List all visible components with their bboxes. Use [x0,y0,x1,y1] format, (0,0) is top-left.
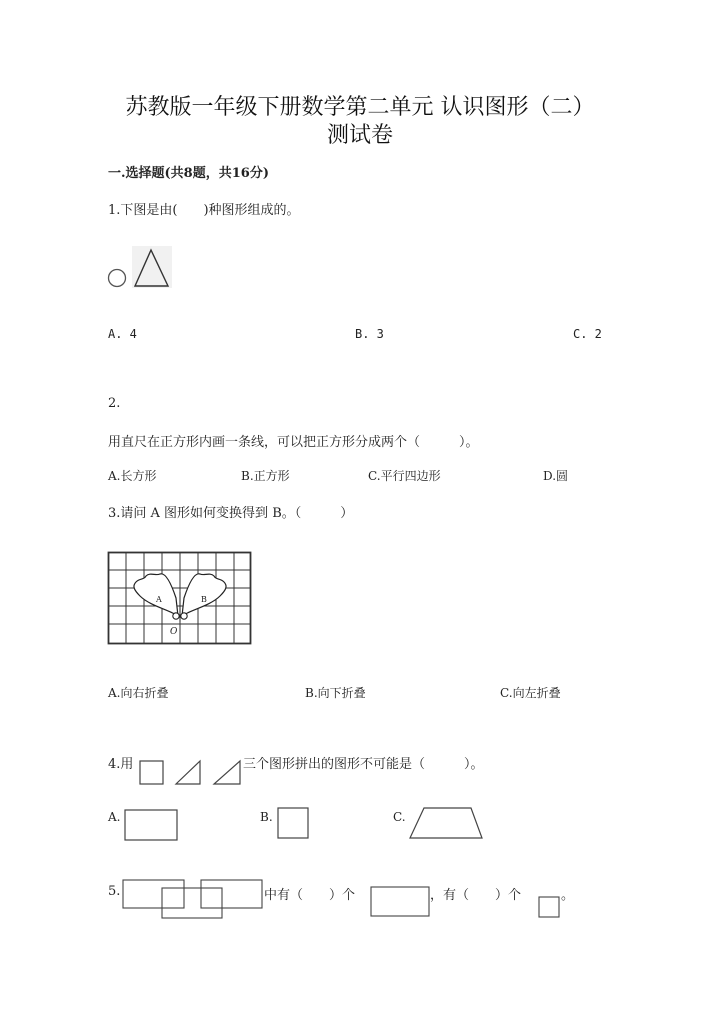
circle-shape [109,270,126,287]
question-4-prefix: 4.用 [108,757,134,772]
question-1-figure [104,244,176,292]
question-5-rectangle-icon [370,886,432,918]
page-title: 苏教版一年级下册数学第二单元 认识图形（二） [125,95,595,120]
rectangle-bottom [162,888,222,918]
question-5-text-a: 中有（ ）个 [264,888,356,903]
section-heading: 一.选择题(共8题，共16分) [108,166,269,181]
page-title-line2: 测试卷 [326,123,393,148]
option-b-square [276,806,312,840]
rectangle-left [123,880,184,908]
question-5-square-icon [538,896,562,920]
question-2-option-c[interactable]: C.平行四边形 [368,469,441,483]
question-5-text-c: 。 [561,888,575,903]
question-3-option-a[interactable]: A.向右折叠 [108,686,169,700]
question-1-option-c[interactable]: C. 2 [573,327,602,341]
question-4-option-a[interactable]: A. [108,810,121,824]
question-1-text: 1.下图是由( )种图形组成的。 [108,203,300,218]
square-piece-icon [140,761,163,784]
stem-loop-left [173,613,179,619]
question-3-option-b[interactable]: B.向下折叠 [305,686,366,700]
question-1-option-a[interactable]: A. 4 [108,327,137,341]
triangle-piece-icon [176,761,200,784]
figure-label-a: A [156,595,162,604]
figure-label-b: B [201,595,207,604]
question-3-option-c[interactable]: C.向左折叠 [500,686,561,700]
question-2-number: 2. [108,396,121,411]
stem-loop-right [181,613,187,619]
question-5-figure [122,878,264,920]
question-5-text-b: ，有（ ）个 [430,888,522,903]
rectangle-right [201,880,262,908]
question-5-prefix: 5. [108,884,121,899]
question-4-option-b[interactable]: B. [260,810,273,824]
question-3-text: 3.请问 A 图形如何变换得到 B。（ ） [108,506,354,521]
figure-label-o: O [170,627,178,637]
triangle-piece-icon-2 [214,761,240,784]
question-1-option-b[interactable]: B. 3 [355,327,384,341]
option-a-rectangle [124,808,178,842]
question-3-grid-figure [108,552,251,644]
option-c-trapezoid [406,806,486,840]
question-4-option-c[interactable]: C. [393,810,406,824]
question-2-text: 用直尺在正方形内画一条线，可以把正方形分成两个（ ）。 [108,435,479,450]
question-2-option-d[interactable]: D.圆 [543,469,569,483]
question-4-text: 三个图形拼出的图形不可能是（ ）。 [243,757,484,772]
question-4-pieces [136,756,244,786]
question-2-option-b[interactable]: B.正方形 [241,469,290,483]
question-2-option-a[interactable]: A.长方形 [108,469,157,483]
